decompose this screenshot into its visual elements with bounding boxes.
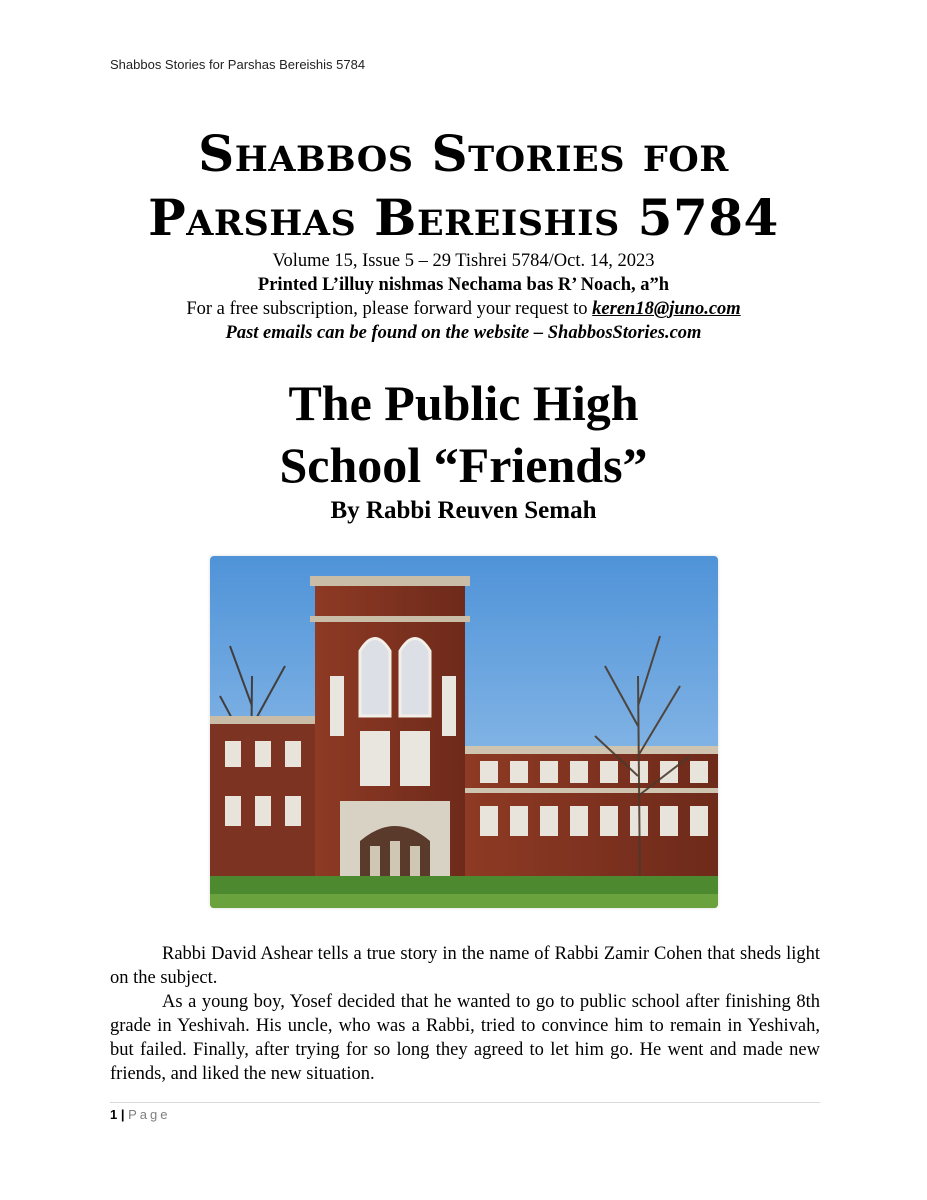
running-header: Shabbos Stories for Parshas Bereishis 5784 (110, 57, 366, 72)
subscription-line (0, 297, 927, 321)
email-link[interactable]: keren18@juno.com (592, 299, 741, 319)
paragraph-1: Rabbi David Ashear tells a true story in the name of Rabbi Zamir Cohen that sheds light on the subject. (110, 944, 820, 988)
paragraph-2: As a young boy, Yosef decided that he wanted to go to public school after finishing 8th grade in Yeshivah. His uncle, who was a Rabbi, tried to convince him to remain in Yeshivah, but failed. Finally, after trying for so long they agreed to let him go. He went and made new friends, and liked the new situation. (110, 992, 820, 1084)
dedication-line: Printed L’illuy nishmas Nechama bas R’ Noach, a”h (257, 275, 670, 295)
page-separator: | (120, 1107, 125, 1122)
page-footer (110, 1107, 171, 1122)
masthead-title (0, 122, 927, 250)
article-title-line-1: The Public High (288, 375, 639, 431)
article-body (110, 942, 820, 1086)
article-title-line-2: School “Friends” (279, 437, 648, 493)
page-label: Page (128, 1107, 171, 1122)
school-building-photo (210, 556, 718, 908)
masthead-line-2: Parshas Bereishis 5784 (148, 188, 779, 247)
footer-divider (110, 1102, 820, 1103)
volume-line: Volume 15, Issue 5 – 29 Tishrei 5784/Oct. 14, 2023 (272, 251, 655, 271)
subscription-text: For a free subscription, please forward your request to (186, 299, 588, 319)
website-line: Past emails can be found on the website – ShabbosStories.com (225, 323, 702, 343)
article-title (0, 372, 927, 496)
page-number: 1 (110, 1107, 118, 1122)
masthead-line-1: Shabbos Stories for (198, 124, 729, 183)
byline: By Rabbi Reuven Semah (330, 497, 597, 524)
